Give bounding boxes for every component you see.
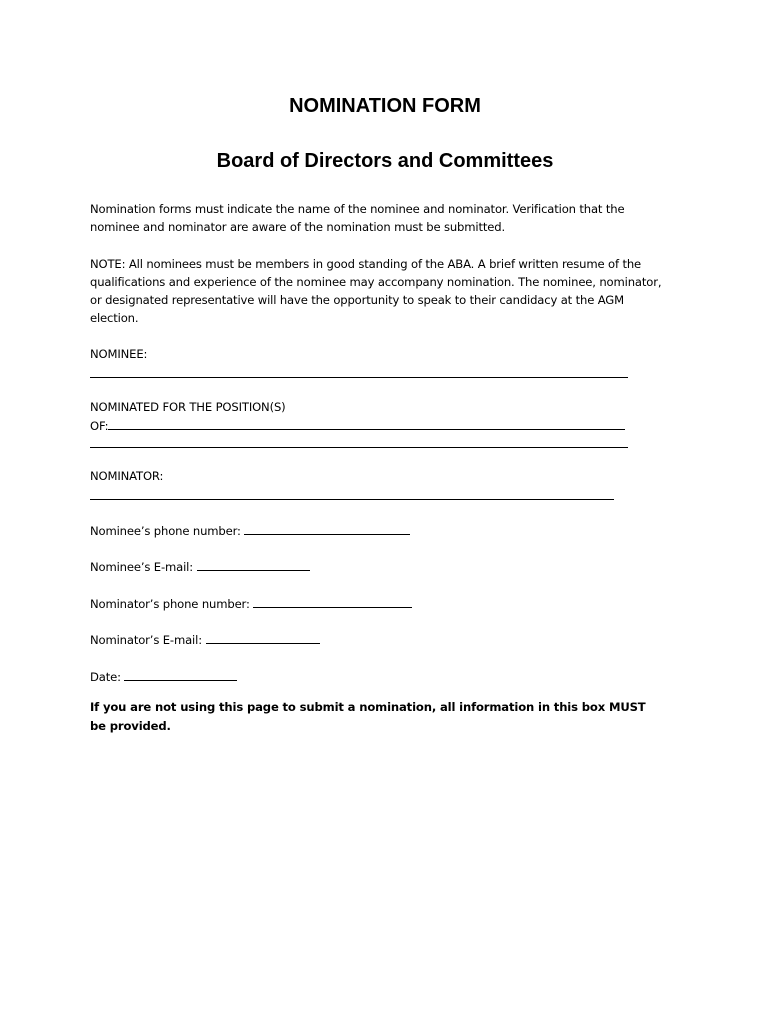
- date-field[interactable]: [124, 667, 237, 681]
- footer-note: If you are not using this page to submit a nomination, all information in this box MUST be provided.: [90, 700, 646, 733]
- nominee-phone-field[interactable]: [244, 521, 410, 535]
- nominator-email-label: Nominator’s E-mail:: [90, 633, 202, 647]
- nominee-phone-label: Nominee’s phone number:: [90, 524, 241, 538]
- date-label: Date:: [90, 670, 121, 684]
- position-field-line2[interactable]: [90, 447, 628, 448]
- position-label: NOMINATED FOR THE POSITION(S): [90, 400, 286, 414]
- nominee-email-row: [90, 557, 310, 576]
- position-field-line1[interactable]: [108, 416, 625, 430]
- nominator-email-row: [90, 630, 320, 649]
- form-subtitle: Board of Directors and Committees: [216, 150, 554, 172]
- date-row: [90, 667, 237, 686]
- position-of-text: OF:: [90, 419, 109, 433]
- nominee-field[interactable]: [90, 377, 628, 378]
- form-title: NOMINATION FORM: [289, 95, 481, 117]
- nominator-email-field[interactable]: [206, 630, 320, 644]
- nominee-email-label: Nominee’s E-mail:: [90, 560, 194, 574]
- nominator-phone-row: [90, 594, 412, 613]
- nominator-phone-label: Nominator’s phone number:: [90, 597, 250, 611]
- intro-paragraph: Nomination forms must indicate the name of the nominee and nominator. Verification that the nominee and nominator are aware of the nomination must be submitted.: [90, 202, 625, 234]
- nominee-email-field[interactable]: [197, 557, 310, 571]
- note-paragraph: NOTE: All nominees must be members in good standing of the ABA. A brief written resume of the qualifications and experience of the nominee may accompany nomination. The nominee, nominator, or designated representative will have the opportunity to speak to their candidacy at the AGM election.: [90, 257, 662, 325]
- nominator-label: NOMINATOR:: [90, 469, 164, 483]
- nominee-phone-row: [90, 521, 410, 540]
- nominator-field[interactable]: [90, 499, 614, 500]
- nominee-label: NOMINEE:: [90, 347, 148, 361]
- position-label-of: [90, 416, 625, 435]
- nominator-phone-field[interactable]: [253, 594, 412, 608]
